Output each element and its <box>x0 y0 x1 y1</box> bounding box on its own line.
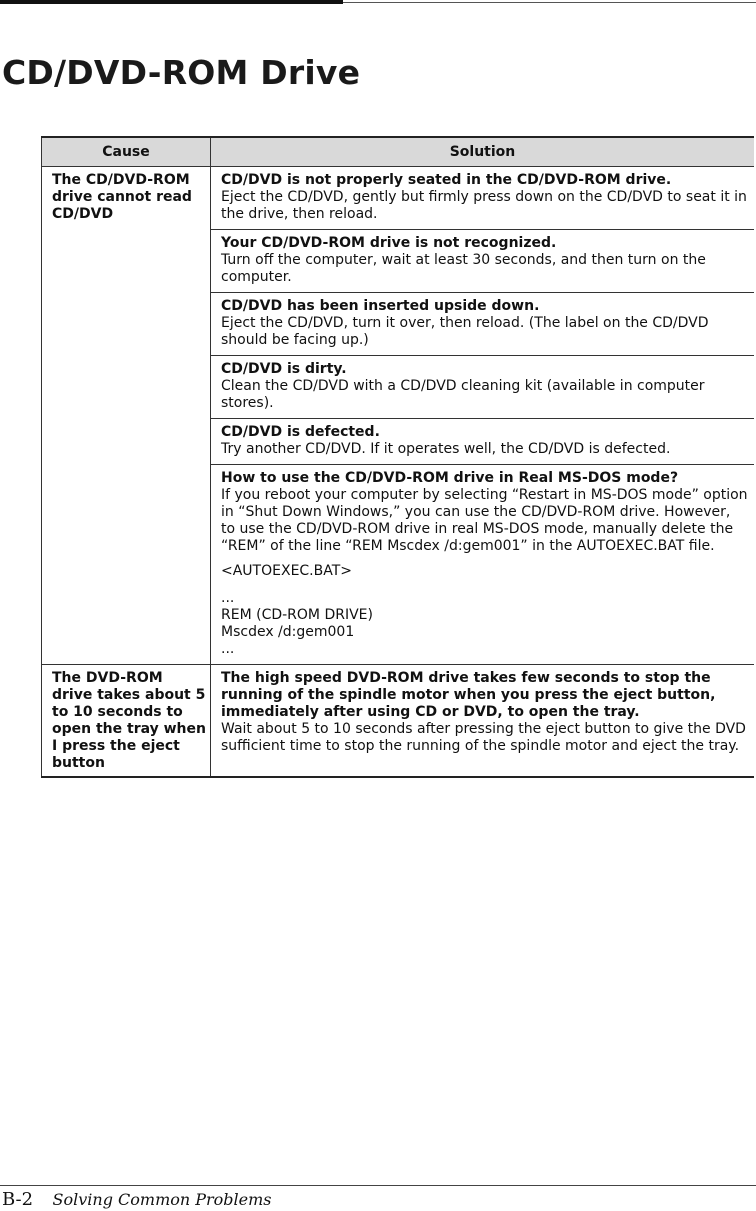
solution-text: Eject the CD/DVD, gently but firmly press down on the CD/DVD to seat it in the drive, then reload. <box>221 189 747 222</box>
solution-cell <box>211 665 755 778</box>
solution-heading: How to use the CD/DVD-ROM drive in Real MS-DOS mode? <box>221 470 679 486</box>
autoexec-code-block <box>221 563 748 658</box>
troubleshooting-table <box>41 136 754 778</box>
solution-cell <box>211 356 755 419</box>
top-rule-thin <box>343 2 756 3</box>
solution-heading: CD/DVD has been inserted upside down. <box>221 298 540 314</box>
solution-heading: Your CD/DVD-ROM drive is not recognized. <box>221 235 557 251</box>
solution-text: If you reboot your computer by selecting “Restart in MS-DOS mode” option in “Shut Down Windows,” you can use the CD/DVD-ROM drive. However, to use the CD/DVD-ROM drive in real MS-DOS mode, manually delete the “REM” of the line “REM Mscdex /d:gem001” in the AUTOEXEC.BAT file. <box>221 487 748 554</box>
code-line: REM (CD-ROM DRIVE) <box>221 607 373 623</box>
solution-heading: The high speed DVD-ROM drive takes few seconds to stop the running of the spindle motor when you press the eject button, immediately after using CD or DVD, to open the tray. <box>221 670 716 720</box>
table-row <box>42 167 755 230</box>
solution-text: Try another CD/DVD. If it operates well, the CD/DVD is defected. <box>221 441 671 457</box>
solution-text: Wait about 5 to 10 seconds after pressing the eject button to give the DVD sufficient time to stop the running of the spindle motor and eject the tray. <box>221 721 746 754</box>
solution-cell <box>211 465 755 665</box>
solution-heading: CD/DVD is dirty. <box>221 361 347 377</box>
solution-text: Eject the CD/DVD, turn it over, then reload. (The label on the CD/DVD should be facing up.) <box>221 315 709 348</box>
page-footer <box>2 1189 272 1210</box>
code-line: ... <box>221 590 235 606</box>
footer-rule <box>0 1185 756 1186</box>
page-number: B-2 <box>2 1189 34 1210</box>
cause-cell: The DVD-ROM drive takes about 5 to 10 seconds to open the tray when I press the eject button <box>42 665 211 778</box>
top-rule-thick <box>0 0 343 4</box>
cause-cell: The CD/DVD-ROM drive cannot read CD/DVD <box>42 167 211 665</box>
solution-column-header: Solution <box>211 137 755 167</box>
code-line: Mscdex /d:gem001 <box>221 624 355 640</box>
solution-cell <box>211 230 755 293</box>
solution-cell <box>211 419 755 465</box>
solution-cell <box>211 167 755 230</box>
section-title: Solving Common Problems <box>52 1190 272 1209</box>
code-line: ... <box>221 641 235 657</box>
solution-heading: CD/DVD is defected. <box>221 424 380 440</box>
page-title: CD/DVD-ROM Drive <box>2 53 361 92</box>
table-row <box>42 665 755 778</box>
table-header-row <box>42 137 755 167</box>
solution-text: Turn off the computer, wait at least 30 seconds, and then turn on the computer. <box>221 252 706 285</box>
code-file-label: <AUTOEXEC.BAT> <box>221 563 353 579</box>
solution-heading: CD/DVD is not properly seated in the CD/DVD-ROM drive. <box>221 172 672 188</box>
solution-text: Clean the CD/DVD with a CD/DVD cleaning kit (available in computer stores). <box>221 378 705 411</box>
cause-column-header: Cause <box>42 137 211 167</box>
solution-cell <box>211 293 755 356</box>
